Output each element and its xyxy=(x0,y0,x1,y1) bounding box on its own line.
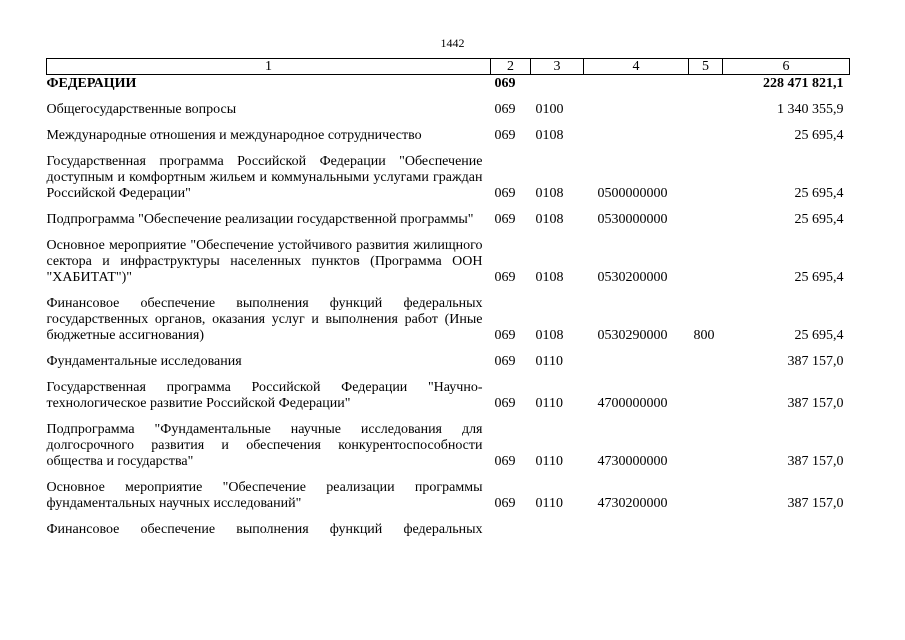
row-section-code xyxy=(531,512,584,538)
column-header: 4 xyxy=(584,59,689,75)
row-name: Государственная программа Российской Федерации "Обеспечение доступным и комфортным жильем и коммунальными услугами граждан Российской Федерации" xyxy=(46,154,483,201)
row-amount: 1 340 355,9 xyxy=(777,102,844,117)
row-target-code: 4730200000 xyxy=(597,496,668,511)
row-ministry-code: 069 xyxy=(494,328,516,343)
row-target-code xyxy=(584,75,689,93)
row-name: Общегосударственные вопросы xyxy=(46,102,237,117)
row-ministry-code: 069 xyxy=(494,102,516,117)
table-row xyxy=(47,344,850,370)
row-ministry-code: 069 xyxy=(494,186,516,201)
budget-table-container xyxy=(46,58,849,538)
row-amount xyxy=(723,512,850,538)
row-amount: 387 157,0 xyxy=(787,354,844,369)
row-expense-type: 800 xyxy=(693,328,715,343)
row-amount: 25 695,4 xyxy=(794,212,844,227)
row-expense-type xyxy=(689,512,723,538)
table-row xyxy=(47,470,850,512)
row-expense-type xyxy=(689,344,723,370)
row-expense-type xyxy=(689,228,723,286)
row-ministry-code: 069 xyxy=(494,76,516,91)
row-name: Международные отношения и международное сотрудничество xyxy=(46,128,422,143)
row-name: Подпрограмма "Обеспечение реализации государственной программы" xyxy=(46,212,474,227)
row-name: Фундаментальные исследования xyxy=(46,354,242,369)
row-name: Государственная программа Российской Федерации "Научно-технологическое развитие Российской Федерации" xyxy=(46,380,483,411)
column-header: 5 xyxy=(689,59,723,75)
row-name: Финансовое обеспечение выполнения функций федеральных государственных органов, оказания услуг и выполнения работ (Иные бюджетные ассигнования) xyxy=(46,296,483,343)
row-expense-type xyxy=(689,370,723,412)
row-amount: 387 157,0 xyxy=(787,396,844,411)
table-row xyxy=(47,92,850,118)
row-target-code xyxy=(584,92,689,118)
row-section-code: 0108 xyxy=(535,328,564,343)
row-amount: 387 157,0 xyxy=(787,454,844,469)
table-row xyxy=(47,286,850,344)
row-target-code xyxy=(584,118,689,144)
row-expense-type xyxy=(689,470,723,512)
row-section-code: 0110 xyxy=(535,454,563,469)
row-name: Основное мероприятие "Обеспечение реализации программы фундаментальных научных исследований" xyxy=(46,480,483,511)
row-amount: 387 157,0 xyxy=(787,496,844,511)
row-section-code: 0110 xyxy=(535,354,563,369)
row-name: Основное мероприятие "Обеспечение устойчивого развития жилищного сектора и инфраструктуры населенных пунктов (Программа ООН "ХАБИТАТ")" xyxy=(46,238,483,285)
column-header: 3 xyxy=(531,59,584,75)
table-row xyxy=(47,412,850,470)
budget-table xyxy=(46,58,850,538)
page-number: 1442 xyxy=(440,36,465,50)
row-section-code: 0100 xyxy=(535,102,564,117)
row-target-code: 0530200000 xyxy=(597,270,668,285)
table-row xyxy=(47,370,850,412)
row-amount: 25 695,4 xyxy=(794,128,844,143)
table-row xyxy=(47,144,850,202)
row-amount: 25 695,4 xyxy=(794,186,844,201)
row-section-code: 0108 xyxy=(535,128,564,143)
row-section-code: 0108 xyxy=(535,270,564,285)
row-section-code xyxy=(531,75,584,93)
column-number-row xyxy=(47,59,850,75)
row-target-code: 0530000000 xyxy=(597,212,668,227)
row-target-code: 0530290000 xyxy=(597,328,668,343)
row-expense-type xyxy=(689,118,723,144)
table-row xyxy=(47,118,850,144)
row-expense-type xyxy=(689,92,723,118)
row-ministry-code: 069 xyxy=(494,212,516,227)
row-expense-type xyxy=(689,144,723,202)
column-header: 1 xyxy=(47,59,491,75)
row-section-code: 0110 xyxy=(535,396,563,411)
row-name: Финансовое обеспечение выполнения функций федеральных xyxy=(46,522,483,537)
row-target-code xyxy=(584,512,689,538)
row-target-code: 4700000000 xyxy=(597,396,668,411)
row-expense-type xyxy=(689,412,723,470)
row-ministry-code: 069 xyxy=(494,354,516,369)
row-name: ФЕДЕРАЦИИ xyxy=(46,76,137,91)
row-target-code: 0500000000 xyxy=(597,186,668,201)
table-row xyxy=(47,228,850,286)
row-target-code xyxy=(584,344,689,370)
row-section-code: 0108 xyxy=(535,212,564,227)
row-amount: 25 695,4 xyxy=(794,328,844,343)
row-ministry-code: 069 xyxy=(494,396,516,411)
row-expense-type xyxy=(689,75,723,93)
row-ministry-code: 069 xyxy=(494,128,516,143)
table-row xyxy=(47,512,850,538)
row-amount: 25 695,4 xyxy=(794,270,844,285)
column-header: 6 xyxy=(723,59,850,75)
column-header: 2 xyxy=(491,59,531,75)
row-section-code: 0108 xyxy=(535,186,564,201)
row-ministry-code xyxy=(491,512,531,538)
row-target-code: 4730000000 xyxy=(597,454,668,469)
row-ministry-code: 069 xyxy=(494,270,516,285)
table-row xyxy=(47,75,850,93)
row-expense-type xyxy=(689,202,723,228)
row-ministry-code: 069 xyxy=(494,496,516,511)
row-section-code: 0110 xyxy=(535,496,563,511)
row-name: Подпрограмма "Фундаментальные научные исследования для долгосрочного развития и обеспечения конкурентоспособности общества и государства" xyxy=(46,422,483,469)
table-row xyxy=(47,202,850,228)
row-ministry-code: 069 xyxy=(494,454,516,469)
row-amount: 228 471 821,1 xyxy=(763,76,844,91)
